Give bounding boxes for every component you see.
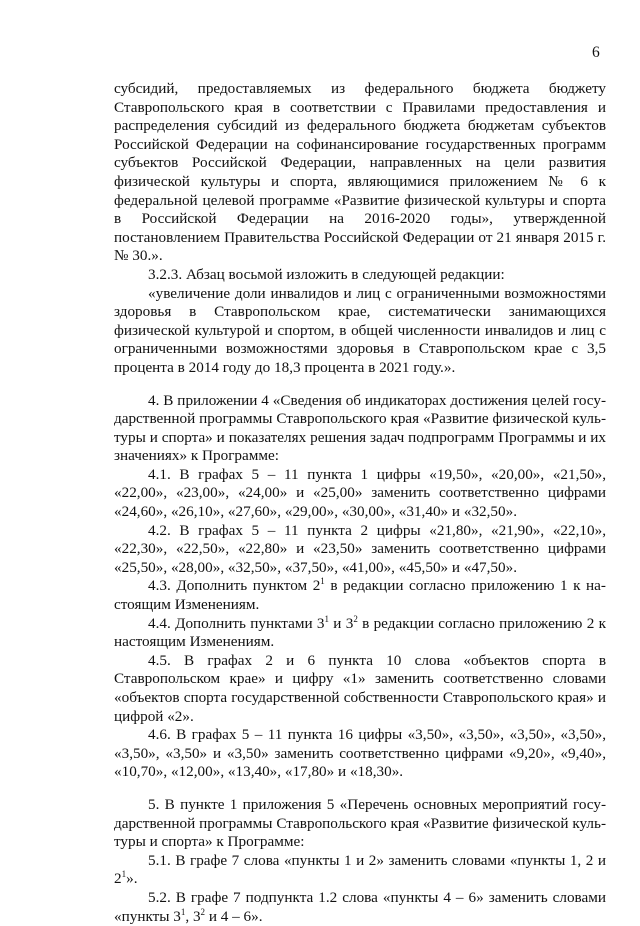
superscript: 1	[320, 576, 325, 587]
text-segment: и 4 – 6».	[205, 907, 263, 925]
paragraph-4-2: 4.2. В графах 5 – 11 пункта 2 цифры «21,80», «21,90», «22,10», «22,30», «22,50», «22,80» и «23,50» заменить соответственно цифрами «25,50», «28,00», «32,50», «37,50», «41,00», «45,50» и «47,50».	[114, 521, 606, 576]
text-segment: 4.3. Дополнить пунктом 2	[148, 577, 321, 595]
document-body	[114, 80, 606, 926]
superscript: 2	[353, 613, 358, 624]
text-segment: 4.4. Дополнить пунктами 3	[148, 614, 325, 632]
paragraph-4-4	[114, 615, 606, 652]
superscript: 1	[121, 869, 127, 880]
text-segment: в редакции согласно приложению 2 к настоящим Изменениям.	[114, 614, 606, 651]
superscript: 1	[324, 613, 329, 624]
text-segment: , 3	[185, 907, 201, 925]
paragraph-4-5: 4.5. В графах 2 и 6 пункта 10 слова «объектов спорта в Ставропольском крае» и цифру «1» заменить соответственно словами «объектов спорта государственной собственности Ставропольского края» и цифрой «2».	[114, 651, 606, 725]
paragraph-4-1: 4.1. В графах 5 – 11 пункта 1 цифры «19,50», «20,00», «21,50», «22,00», «23,00», «24,00» и «25,00» заменить соответственно цифрами «24,60», «26,10», «27,60», «29,00», «30,00», «31,40» и «32,50».	[114, 465, 606, 521]
text-segment: и 3	[328, 614, 354, 632]
paragraph-5: 5. В пункте 1 приложения 5 «Перечень основных мероприятий государственной программы Ставропольского края «Развитие физической культуры и спорта» к Программе:	[114, 795, 606, 851]
paragraph-4-6: 4.6. В графах 5 – 11 пункта 16 цифры «3,50», «3,50», «3,50», «3,50», «3,50», «3,50» и «3,50» заменить соответственно цифрами «9,20», «9,40», «10,70», «12,00», «13,40», «17,80» и «18,30».	[114, 726, 606, 781]
paragraph-4: 4. В приложении 4 «Сведения об индикаторах достижения целей государственной программы Ставропольского края «Развитие физической культуры и спорта» и показателях решения задач подпрограмм Программы и их значениях» к Программе:	[114, 391, 606, 465]
paragraph-3-2-3: 3.2.3. Абзац восьмой изложить в следующей редакции:	[148, 265, 505, 283]
page-number: 6	[592, 44, 600, 61]
text-segment: в редакции согласно приложению 1 к настоящим Изменениям.	[114, 577, 606, 614]
paragraph-subsidies: субсидий, предоставляемых из федерального бюджета бюджету Ставропольского края в соответствии с Правилами предоставления и распределения субсидий из федерального бюджета бюджетам субъектов Российской Федерации на софинансирование государственных программ субъектов Российской Федерации, направленных на цели развития физической культуры и спорта, являющимися приложением № 6 к федеральной целевой программе «Развитие физической культуры и спорта в Российской Федерации на 2016-2020 годы», утвержденной постановлением Правительства Российской Федерации от 21 января 2015 г. № 30.».	[114, 80, 606, 265]
text-segment: ».	[126, 870, 138, 888]
superscript: 2	[200, 906, 206, 917]
text-segment: 5.1. В графе 7 слова «пункты 1 и 2» заменить словами «пункты 1, 2 и 2	[114, 851, 606, 888]
paragraph-5-2	[114, 889, 606, 926]
paragraph-4-3	[114, 577, 606, 614]
paragraph-5-1	[114, 852, 606, 889]
superscript: 1	[180, 906, 186, 917]
text-segment: 5.2. В графе 7 подпункта 1.2 слова «пункты 4 – 6» заменить словами «пункты 3	[114, 888, 606, 925]
paragraph-quote-disabled: «увеличение доли инвалидов и лиц с ограниченными возможностями здоровья в Ставропольском крае, систематически занимающихся физической культурой и спортом, в общей численности инвалидов и лиц с ограниченными возможностями здоровья в Ставропольском крае с 3,5 процента в 2014 году до 18,3 процента в 2021 году.».	[114, 284, 606, 376]
